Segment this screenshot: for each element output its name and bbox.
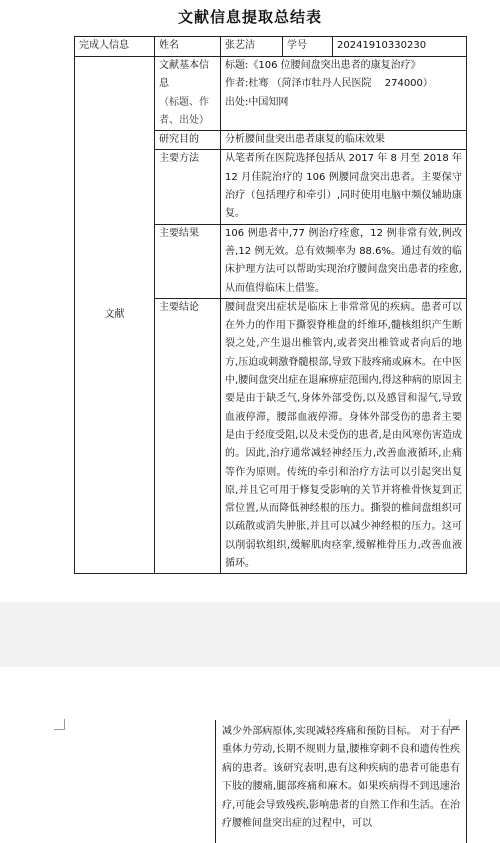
document-page-2 <box>0 667 500 843</box>
page-corner-mark <box>54 719 65 730</box>
title-line: 标题:《106 位腰间盘突出患者的康复治疗》 <box>225 60 421 71</box>
basic-info-label: 文献基本信息 <box>159 60 209 90</box>
name-label: 姓名 <box>155 37 221 57</box>
purpose-value: 分析腰间盘突出患者康复的临床效果 <box>221 131 467 150</box>
summary-table <box>74 36 467 574</box>
conclusion-value: 腰间盘突出症状是临床上非常常见的疾病。患者可以在外力的作用下撕裂脊椎盘的纤维环,髓核组织产生断裂之处,产生退出椎管内,或者突出椎管或者向后的地方,压迫或刺激脊髓根部,导致下肢疼痛或麻木。在中医中,腰间盘突出症在退麻痹症范围内,得这种病的原因主要是由于缺乏气,身体外部受伤,以及感冒和湿气,导致血液停滞，腰部血液停滞。身体外部受伤的患者主要是由于经度受阻,以及未受伤的患者,是由风寒伤害造成的。因此,治疗通常减轻神经压力,改善血液循环,止痛等作为原则。传统的牵引和治疗方法可以引起突出复原,并且它可用于修复受影响的关节并将椎骨恢复到正常位置,从而降低神经根的压力。撕裂的椎间盘组织可以疏散或消失肿胀,并且可以减少神经根的压力。这可以削弱软组织,缓解肌肉痉挛,缓解椎骨压力,改善血液循环。 <box>221 298 467 573</box>
student-id-label: 学号 <box>283 37 333 57</box>
purpose-label: 研究目的 <box>155 131 221 150</box>
method-label: 主要方法 <box>155 150 221 224</box>
basic-info-sublabel: （标题、作者、出处） <box>159 96 209 126</box>
conclusion-continuation: 减少外部病原体,实现减轻疼痛和预防目标。 对于有严重体力劳动,长期不规则力量,腰椎穿刺不良和遗传性疾病的患者。该研究表明,患有这种疾病的患者可能患有下肢的腰痛,腿部疼痛和麻木。如果疾病得不到迅速治疗,可能会导致残疾,影响患者的自然工作和生活。在治疗腰椎间盘突出症的过程中，可以 <box>222 726 460 830</box>
method-value: 从笔者所在医院选择包括从 2017 年 8 月至 2018 年 12 月佳院治疗的 106 例腰同盘突出患者。主要保守治疗（包括理疗和牵引）,同时使用电脑中频仪辅助康复。 <box>221 150 467 224</box>
results-value: 106 例患者中,77 例治疗痊愈，12 例非常有效,例改善,12 例无效。总有效频率为 88.6%。通过有效的临床护理方法可以帮助实现治疗腰间盘突出患者的痊愈,从而值得临床上借鉴。 <box>221 224 467 298</box>
basic-info-value-cell <box>221 57 467 131</box>
table-border-line <box>215 720 216 843</box>
source-line: 出处:中国知网 <box>225 96 289 108</box>
completer-label: 完成人信息 <box>75 37 155 57</box>
document-title: 文献信息提取总结表 <box>177 8 322 26</box>
basic-info-label-cell <box>155 57 221 131</box>
conclusion-label: 主要结论 <box>155 298 221 573</box>
table-border-line <box>466 720 467 843</box>
student-id-value: 20241910330230 <box>333 37 467 57</box>
author-line: 作者:杜骞 （菏泽市牡丹人民医院 274000） <box>225 78 433 90</box>
name-value: 张艺洁 <box>221 37 283 57</box>
results-label: 主要结果 <box>155 224 221 298</box>
section-label: 文献 <box>75 57 155 574</box>
